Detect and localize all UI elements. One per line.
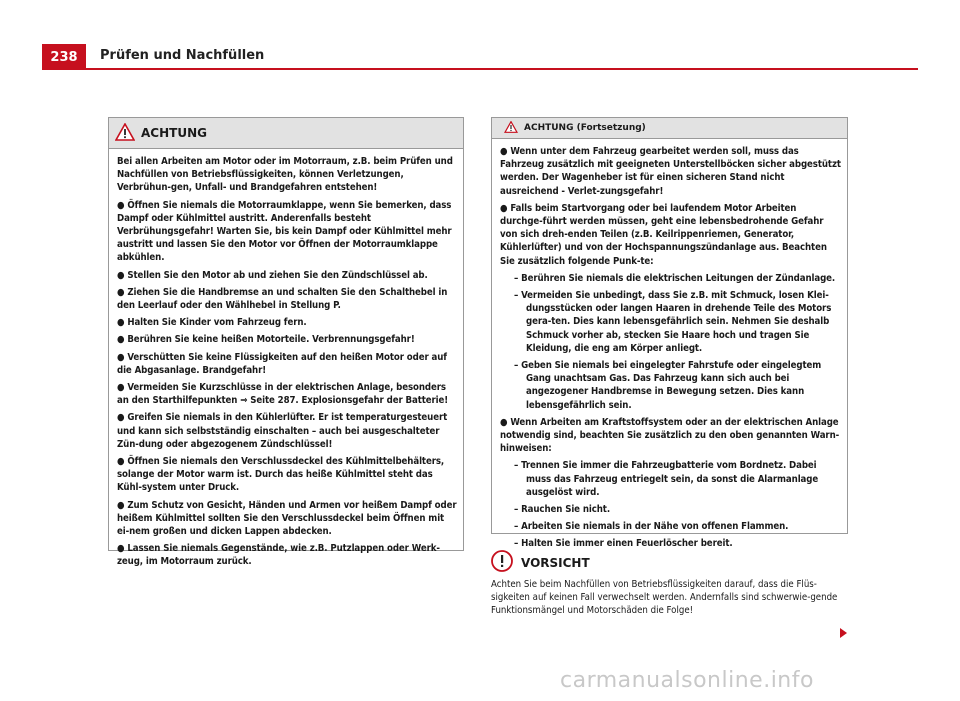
warning-item: ● Vermeiden Sie Kurzschlüsse in der elektrischen Anlage, besonders an den Starthilfepunkten ⇒ Seite 287. Explosionsgefahr der Batterie! xyxy=(117,382,449,407)
warning-subitem: – Trennen Sie immer die Fahrzeugbatterie vom Bordnetz. Dabei muss das Fahrzeug entriegelt sein, da sonst die Alarmanlage ausgelöst wird. xyxy=(514,460,819,498)
warning-item: ● Zum Schutz von Gesicht, Händen und Armen vor heißem Dampf oder heißem Kühlmittel sollten Sie den Verschlussdeckel beim Öffnen mit ei-nem großen und dicken Lappen abdecken. xyxy=(117,499,457,538)
warning-box-header xyxy=(109,118,463,149)
caution-notice xyxy=(491,550,851,617)
warning-item: ● Öffnen Sie niemals die Motorraumklappe, wenn Sie bemerken, dass Dampf oder Kühlmittel austritt. Anderenfalls besteht Verbrühungsgefahr! Warten Sie, bis kein Dampf oder Kühlmittel mehr austritt und lassen Sie den Motor vor Öffnen der Motorraumklappe abkühlen. xyxy=(117,199,452,264)
warning-subitem: – Halten Sie immer einen Feuerlöscher bereit. xyxy=(514,538,733,550)
warning-item: ● Wenn Arbeiten am Kraftstoffsystem oder an der elektrischen Anlage notwendig sind, beachten Sie zusätzlich zu den oben genannten Warn-hinweisen: xyxy=(500,416,840,455)
caution-title: VORSICHT xyxy=(521,556,590,570)
warning-item: ● Falls beim Startvorgang oder bei laufendem Motor Arbeiten durchge-führt werden müssen, geht eine lebensbedrohende Gefahr von sich dreh-enden Teilen (z.B. Keilrippenriemen, Generator, Kühlerlüfter) und von der Hochspannungszündanlage aus. Beachten Sie zusätzlich folgende Punk-te: xyxy=(500,202,827,267)
warning-item: ● Berühren Sie keine heißen Motorteile. Verbrennungsgefahr! xyxy=(117,334,415,346)
warning-item: ● Greifen Sie niemals in den Kühlerlüfter. Er ist temperaturgesteuert und kann sich selbstständig einschalten – auch bei ausgeschalteter Zün-dung oder abgezogenem Zündschlüssel! xyxy=(117,412,448,450)
warning-subitem: – Vermeiden Sie unbedingt, dass Sie z.B. mit Schmuck, losen Klei-dungsstücken oder langen Haaren in drehende Teile des Motors gera-ten. Dies kann lebensgefährlich sein. Nehmen Sie deshalb Schmuck vorher ab, stecken Sie Haare hoch und tragen Sie Kleidung, die eng am Körper anliegt. xyxy=(514,290,832,354)
warning-box-body xyxy=(109,149,463,579)
warning-intro: Bei allen Arbeiten am Motor oder im Motorraum, z.B. beim Prüfen und Nachfüllen von Betriebsflüssigkeiten, können Verletzungen, Verbrühun-gen, Unfall- und Brandgefahren entstehen! xyxy=(117,156,453,194)
warning-item: ● Halten Sie Kinder vom Fahrzeug fern. xyxy=(117,317,307,329)
warning-item: ● Öffnen Sie niemals den Verschlussdeckel des Kühlmittelbehälters, solange der Motor warm ist. Durch das heiße Kühlmittel steht das Kühl-system unter Druck. xyxy=(117,456,445,494)
page-number: 238 xyxy=(42,44,86,70)
warning-triangle-icon xyxy=(504,121,518,136)
warning-continued-title: ACHTUNG (Fortsetzung) xyxy=(524,123,646,133)
warning-item: ● Stellen Sie den Motor ab und ziehen Sie den Zündschlüssel ab. xyxy=(117,269,428,281)
warning-item: ● Lassen Sie niemals Gegenstände, wie z.B. Putzlappen oder Werk-zeug, im Motorraum zurück. xyxy=(117,543,440,568)
continue-arrow-icon xyxy=(840,628,847,638)
warning-continued-box xyxy=(491,117,848,550)
warning-subitem: – Arbeiten Sie niemals in der Nähe von offenen Flammen. xyxy=(514,521,789,533)
caution-exclamation-icon xyxy=(491,550,513,576)
page-title: Prüfen und Nachfüllen xyxy=(100,48,265,63)
watermark: carmanualsonline.info xyxy=(560,668,814,693)
caution-text: Achten Sie beim Nachfüllen von Betriebsflüssigkeiten darauf, dass die Flüs-sigkeiten auf keinen Fall verwechselt werden. Andernfalls sind schwerwie-gende Funktionsmängel und Motorschäden die Folge! xyxy=(491,579,838,616)
warning-triangle-icon xyxy=(115,123,135,144)
warning-box xyxy=(108,117,464,568)
warning-item: ● Wenn unter dem Fahrzeug gearbeitet werden soll, muss das Fahrzeug zusätzlich mit geeigneten Unterstellböcken sicher abgestützt werden. Der Wagenheber ist für einen sicheren Stand nicht ausreichend - Verlet-zungsgefahr! xyxy=(500,146,841,197)
warning-subitem: – Berühren Sie niemals die elektrischen Leitungen der Zündanlage. xyxy=(514,272,836,284)
warning-subitem: – Rauchen Sie nicht. xyxy=(514,504,610,516)
caution-header xyxy=(491,550,851,576)
header-rule xyxy=(42,68,918,70)
warning-box-title: ACHTUNG xyxy=(141,126,207,140)
warning-item: ● Ziehen Sie die Handbremse an und schalten Sie den Schalthebel in den Leerlauf oder den Wählhebel in Stellung P. xyxy=(117,286,448,312)
warning-continued-header xyxy=(492,118,847,139)
warning-subitem: – Geben Sie niemals bei eingelegter Fahrstufe oder eingelegtem Gang unachtsam Gas. Das Fahrzeug kann sich auch bei angezogener Handbremse in Bewegung setzen. Dies kann lebensgefährlich sein. xyxy=(514,360,822,411)
warning-continued-body xyxy=(492,139,847,561)
warning-item: ● Verschütten Sie keine Flüssigkeiten auf den heißen Motor oder auf die Abgasanlage. Brandgefahr! xyxy=(117,351,447,376)
